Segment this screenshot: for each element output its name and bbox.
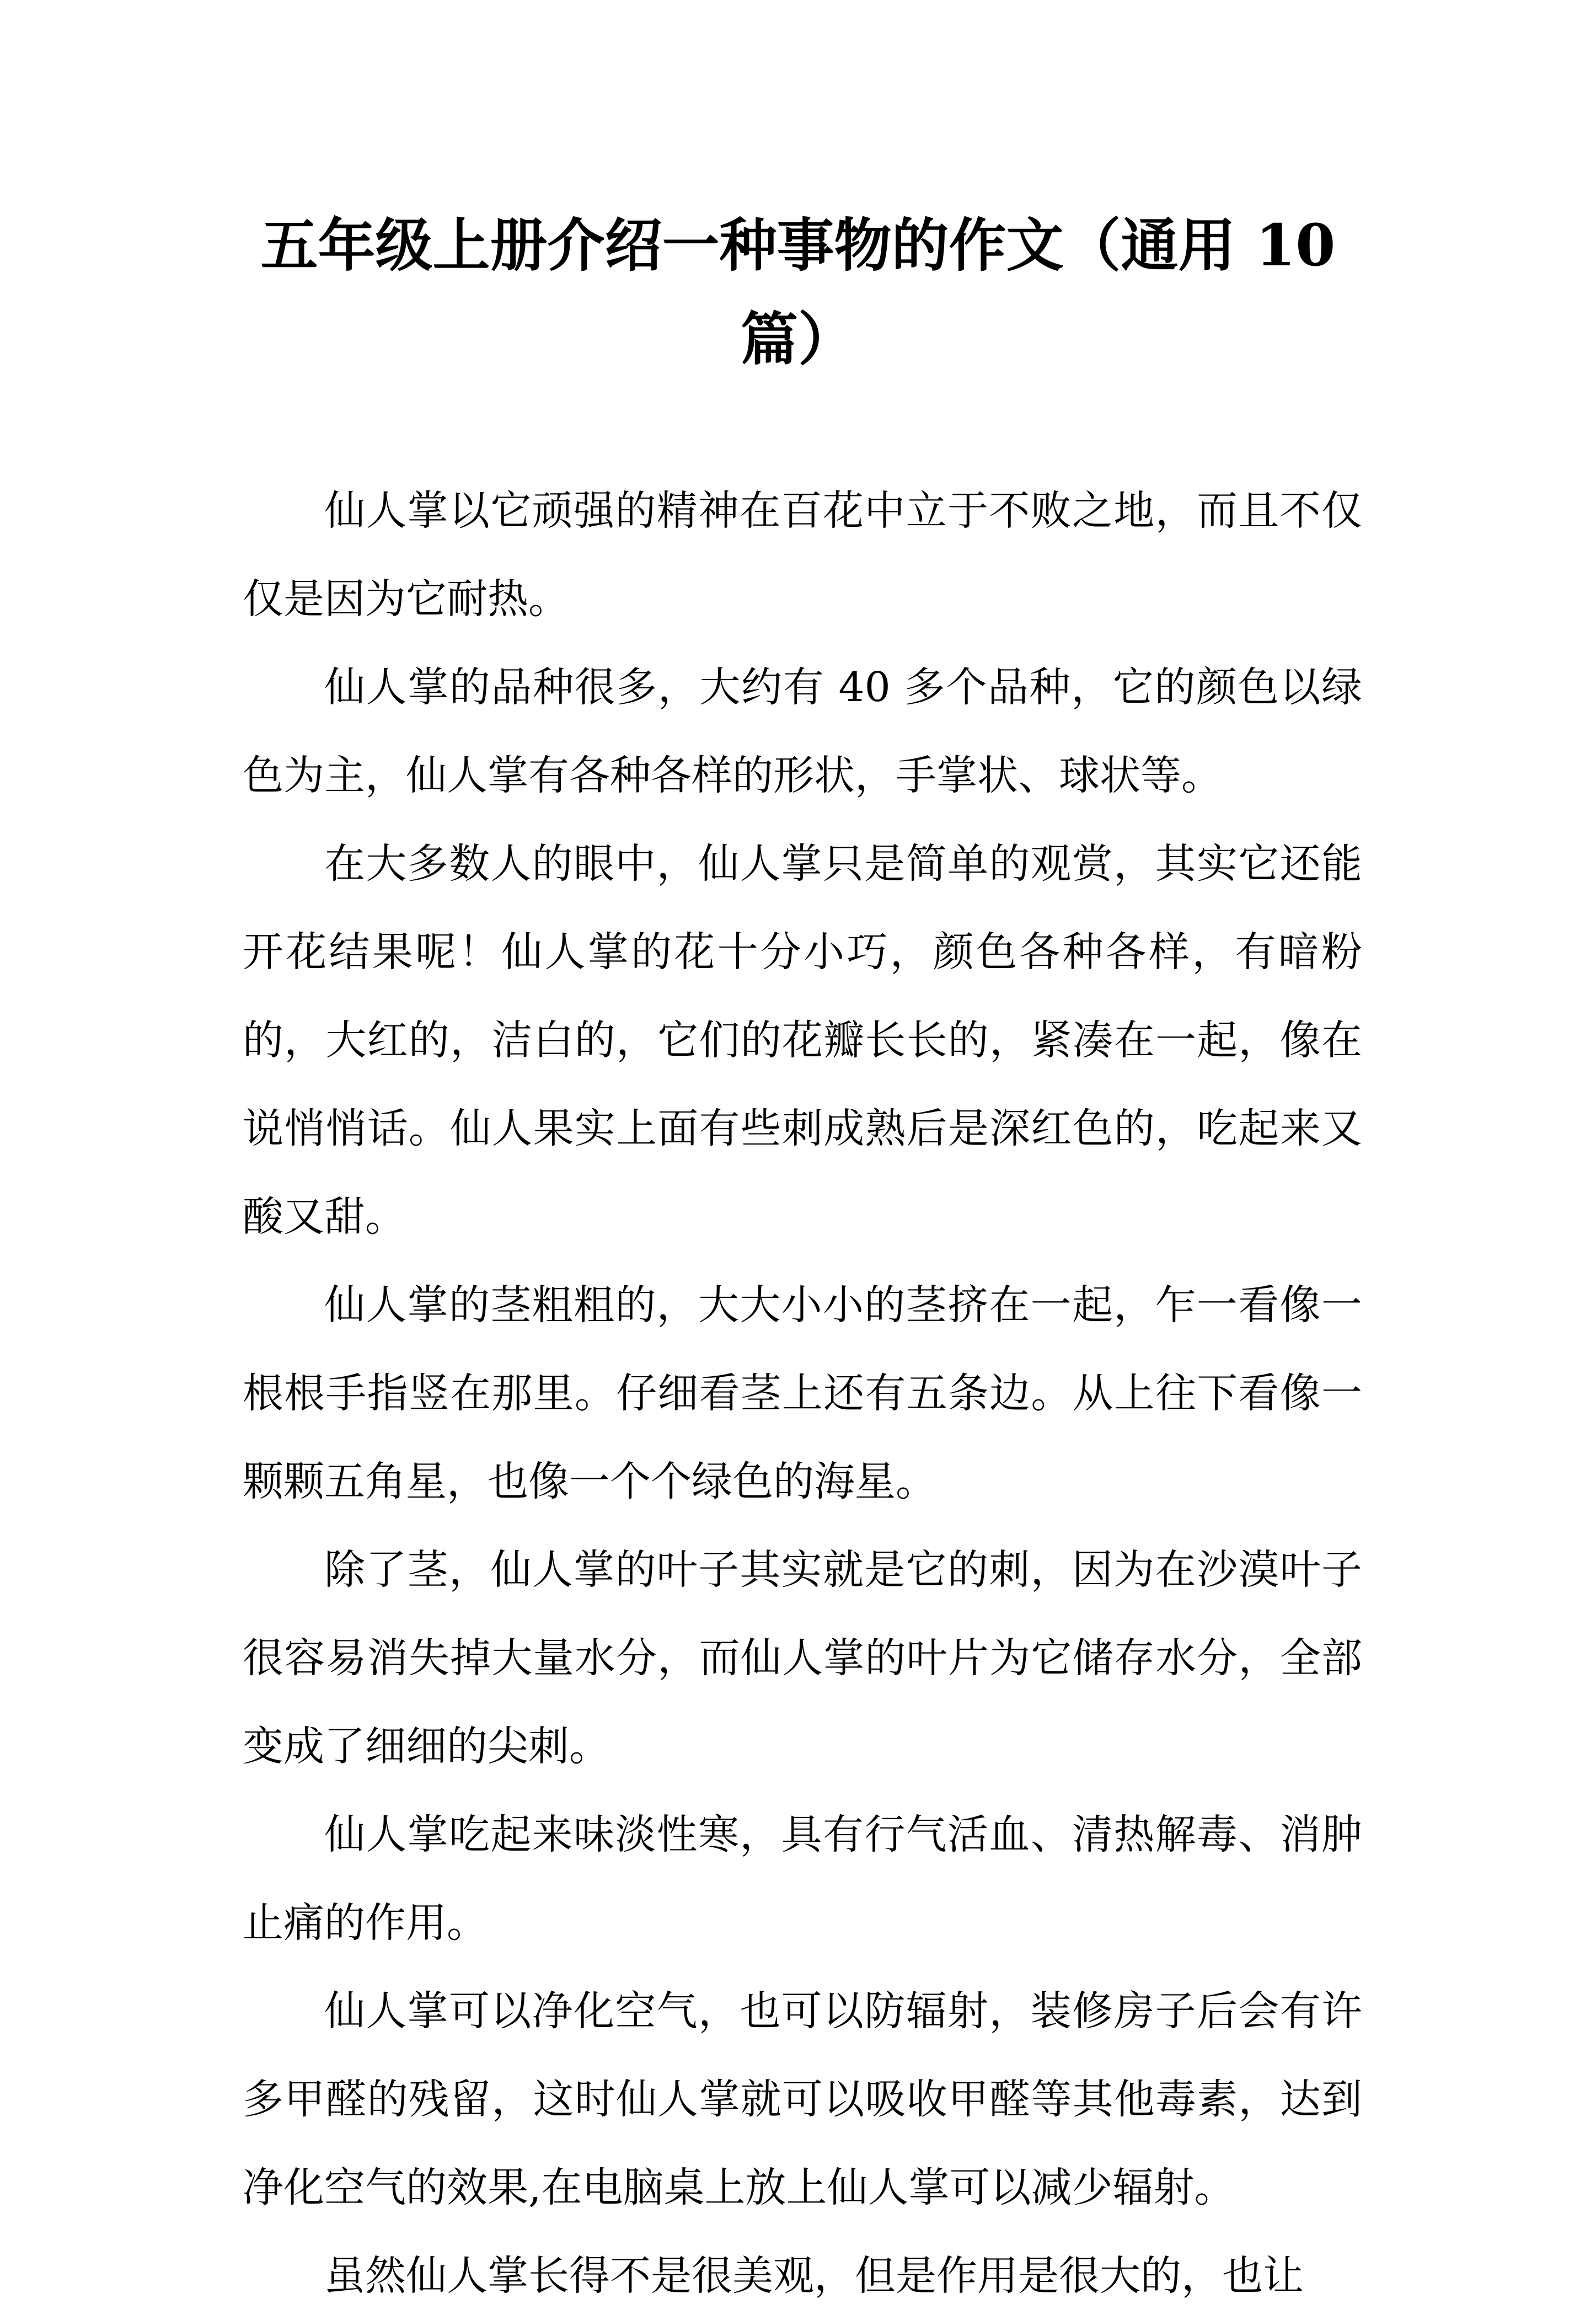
paragraph: 仙人掌以它顽强的精神在百花中立于不败之地，而且不仅仅是因为它耐热。: [243, 487, 1362, 623]
paragraph: 除了茎，仙人掌的叶子其实就是它的刺，因为在沙漠叶子很容易消失掉大量水分，而仙人掌的叶片为它储存水分，全部变成了细细的尖刺。: [243, 1546, 1362, 1770]
document-title: 五年级上册介绍一种事物的作文（通用 10 篇）: [260, 211, 1336, 373]
paragraph: 虽然仙人掌长得不是很美观，但是作用是很大的，也让: [324, 2252, 1304, 2300]
document-body: [243, 467, 1362, 2320]
paragraph: 仙人掌可以净化空气，也可以防辐射，装修房子后会有许多甲醛的残留，这时仙人掌就可以吸收甲醛等其他毒素，达到净化空气的效果,在电脑桌上放上仙人掌可以减少辐射。: [243, 1987, 1362, 2211]
paragraph: 仙人掌吃起来味淡性寒，具有行气活血、清热解毒、消肿止痛的作用。: [243, 1811, 1362, 1947]
paragraph: 在大多数人的眼中，仙人掌只是简单的观赏，其实它还能开花结果呢！仙人掌的花十分小巧，颜色各种各样，有暗粉的，大红的，洁白的，它们的花瓣长长的，紧凑在一起，像在说悄悄话。仙人果实上面有些刺成熟后是深红色的，吃起来又酸又甜。: [243, 840, 1362, 1241]
paragraph: 仙人掌的茎粗粗的，大大小小的茎挤在一起，乍一看像一根根手指竖在那里。仔细看茎上还有五条边。从上往下看像一颗颗五角星，也像一个个绿色的海星。: [243, 1281, 1362, 1505]
paragraph: 仙人掌的品种很多，大约有 40 多个品种，它的颜色以绿色为主，仙人掌有各种各样的形状，手掌状、球状等。: [243, 664, 1362, 799]
